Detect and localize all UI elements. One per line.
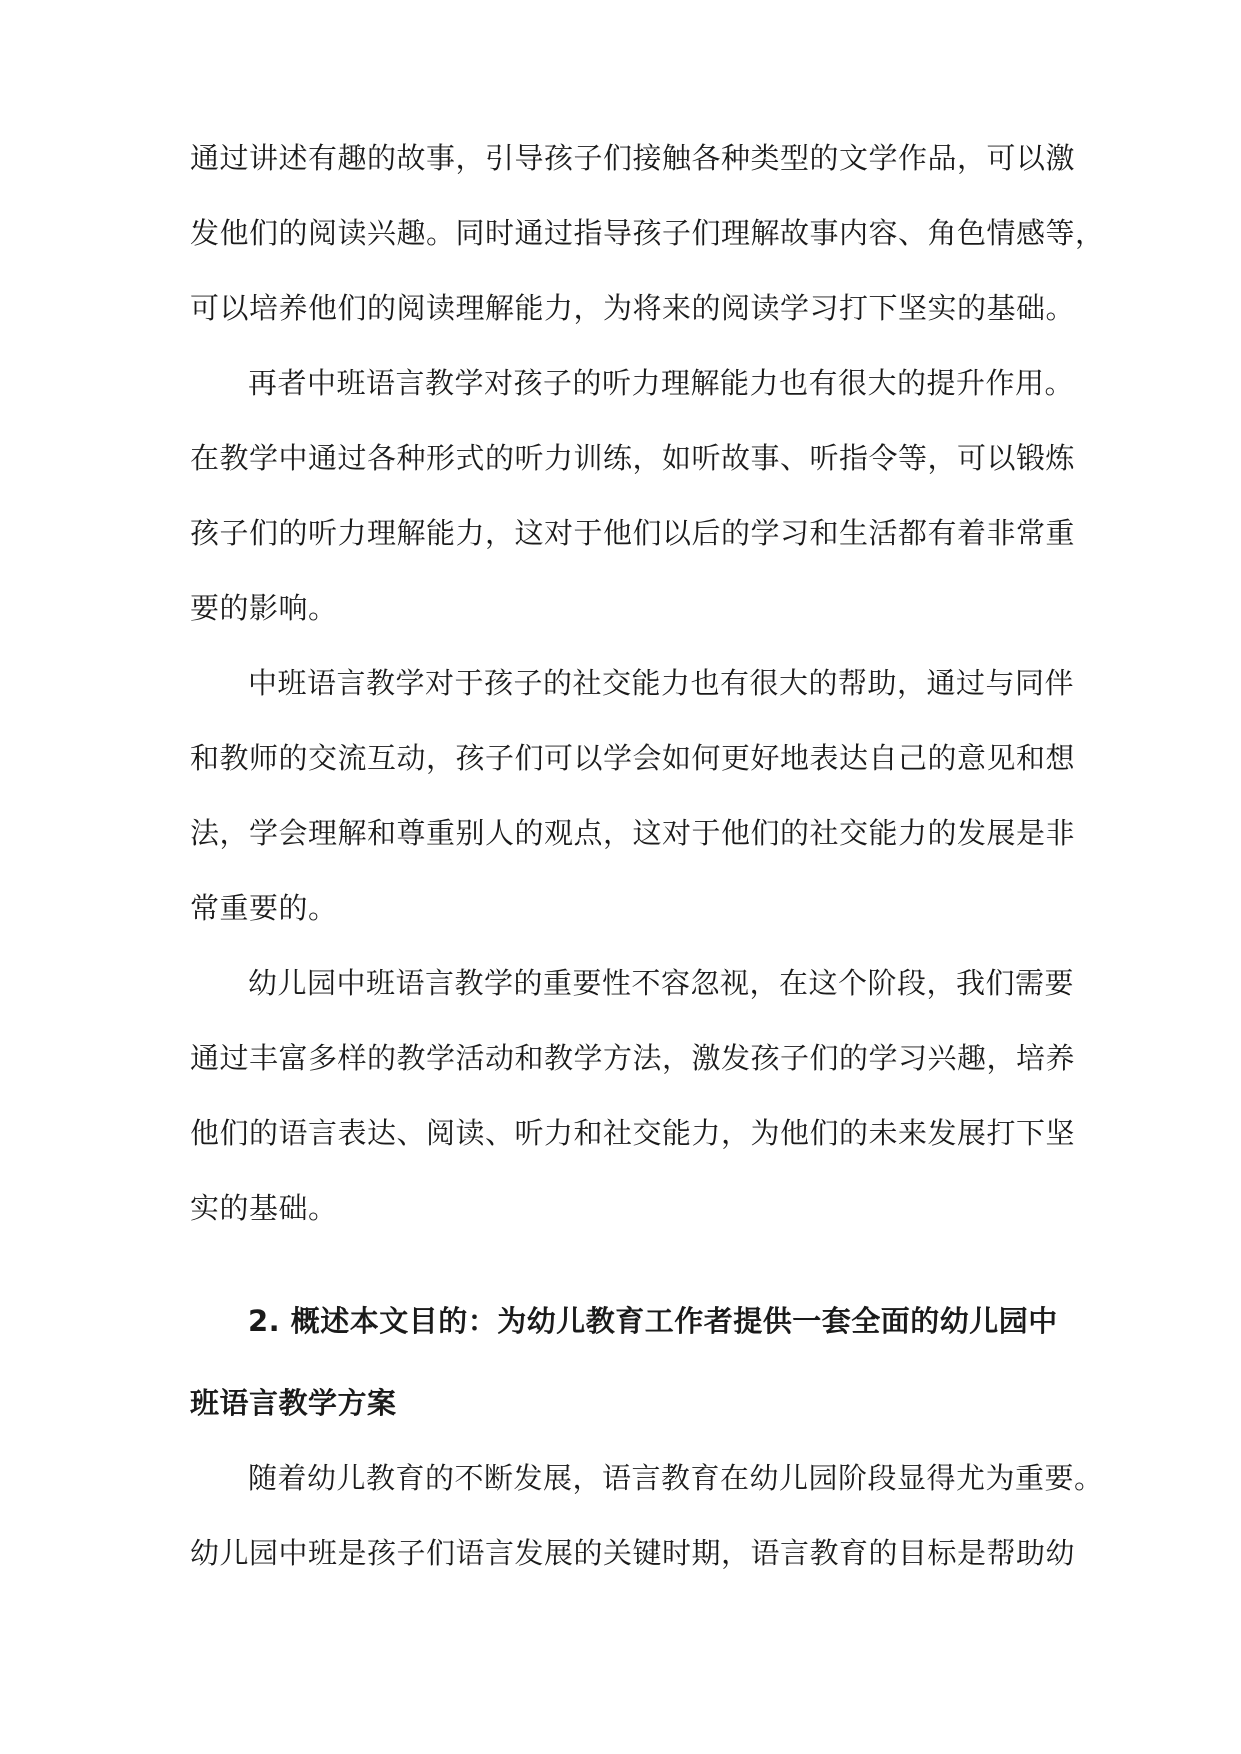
section-heading-line-1: 2. 概述本文目的：为幼儿教育工作者提供一套全面的幼儿园中 [248,1304,1058,1338]
paragraph-3-line-2: 和教师的交流互动，孩子们可以学会如何更好地表达自己的意见和想 [190,741,1076,775]
paragraph-5-line-2: 幼儿园中班是孩子们语言发展的关键时期，语言教育的目标是帮助幼 [190,1536,1076,1570]
paragraph-1-line-2: 发他们的阅读兴趣。同时通过指导孩子们理解故事内容、角色情感等， [190,216,1105,250]
paragraph-5-line-1: 随着幼儿教育的不断发展，语言教育在幼儿园阶段显得尤为重要。 [248,1461,1104,1495]
paragraph-2-line-3: 孩子们的听力理解能力，这对于他们以后的学习和生活都有着非常重 [190,516,1076,550]
paragraph-1-line-1: 通过讲述有趣的故事，引导孩子们接触各种类型的文学作品，可以激 [190,141,1076,175]
paragraph-1-line-3: 可以培养他们的阅读理解能力，为将来的阅读学习打下坚实的基础。 [190,291,1076,325]
paragraph-4-line-3: 他们的语言表达、阅读、听力和社交能力，为他们的未来发展打下坚 [190,1116,1076,1150]
paragraph-2-line-2: 在教学中通过各种形式的听力训练，如听故事、听指令等，可以锻炼 [190,441,1076,475]
paragraph-3-line-4: 常重要的。 [190,891,338,925]
paragraph-2-line-1: 再者中班语言教学对孩子的听力理解能力也有很大的提升作用。 [248,366,1075,400]
paragraph-3-line-1: 中班语言教学对于孩子的社交能力也有很大的帮助，通过与同伴 [248,666,1075,700]
paragraph-2-line-4: 要的影响。 [190,591,338,625]
section-heading-line-2: 班语言教学方案 [190,1386,397,1420]
paragraph-4-line-1: 幼儿园中班语言教学的重要性不容忽视，在这个阶段，我们需要 [248,966,1075,1000]
paragraph-4-line-4: 实的基础。 [190,1191,338,1225]
paragraph-3-line-3: 法，学会理解和尊重别人的观点，这对于他们的社交能力的发展是非 [190,816,1076,850]
paragraph-4-line-2: 通过丰富多样的教学活动和教学方法，激发孩子们的学习兴趣，培养 [190,1041,1076,1075]
